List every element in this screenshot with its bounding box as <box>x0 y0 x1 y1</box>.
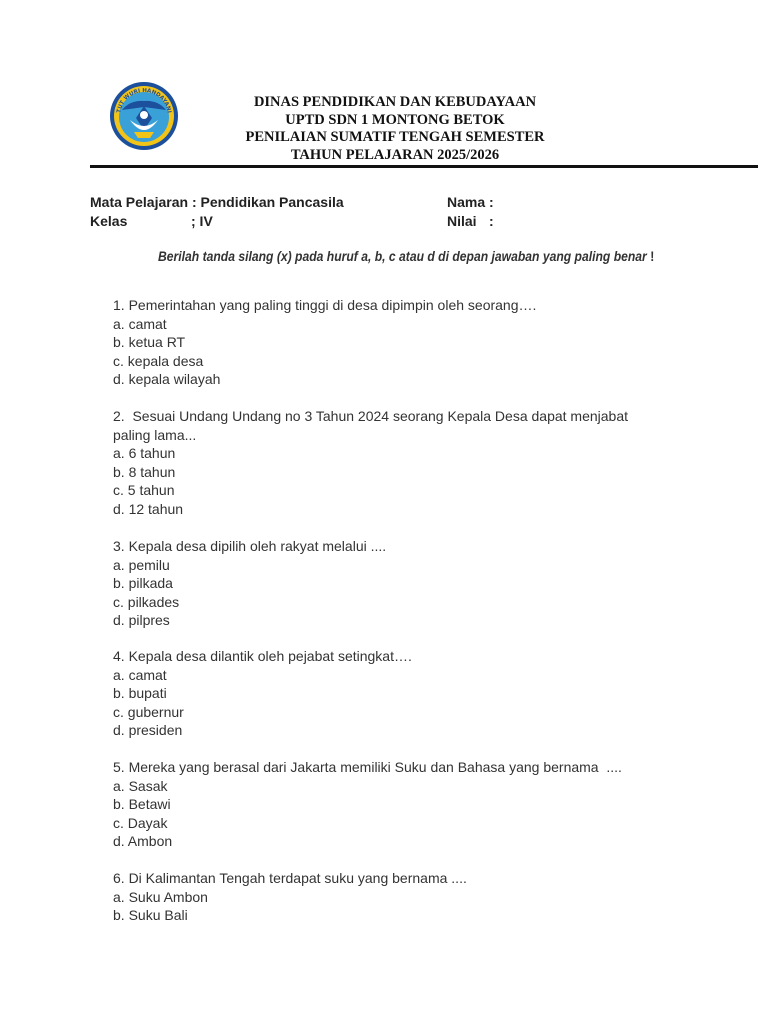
header-line-school: UPTD SDN 1 MONTONG BETOK <box>285 111 505 128</box>
header-divider <box>90 165 758 168</box>
score-field[interactable] <box>447 212 494 231</box>
document-header <box>190 94 600 164</box>
option-b[interactable]: b. Suku Bali <box>113 907 188 923</box>
question-stem: 2. Sesuai Undang Undang no 3 Tahun 2024 seorang Kepala Desa dapat menjabat paling lama... <box>113 408 632 443</box>
question-2 <box>113 407 658 518</box>
option-c[interactable]: c. kepala desa <box>113 352 204 369</box>
option-c[interactable]: c. pilkades <box>113 593 180 610</box>
svg-text:TUT WURI HANDAYANI: TUT WURI HANDAYANI <box>116 87 172 114</box>
option-a[interactable]: a. 6 tahun <box>113 445 176 461</box>
subject-text: Mata Pelajaran : Pendidikan Pancasila <box>90 194 344 210</box>
instruction-mark: ! <box>650 249 655 264</box>
score-separator: : <box>489 213 494 229</box>
subject-field <box>90 193 344 212</box>
option-d[interactable]: d. pilpres <box>113 612 170 628</box>
question-4 <box>113 647 673 740</box>
class-value: ; IV <box>191 213 213 229</box>
option-a[interactable]: a. pemilu <box>113 556 170 573</box>
option-b[interactable]: b. 8 tahun <box>113 463 176 480</box>
class-label: Kelas <box>90 213 128 229</box>
option-b[interactable]: b. pilkada <box>113 575 173 591</box>
option-a[interactable]: a. Suku Ambon <box>113 888 208 905</box>
option-c[interactable]: c. Dayak <box>113 814 168 831</box>
question-6 <box>113 869 673 925</box>
question-1 <box>113 296 673 389</box>
score-label: Nilai <box>447 213 477 229</box>
option-d[interactable]: d. Ambon <box>113 833 173 849</box>
question-stem: 1. Pemerintahan yang paling tinggi di desa dipimpin oleh seorang…. <box>113 297 537 313</box>
option-d[interactable]: d. presiden <box>113 722 183 738</box>
option-a[interactable]: a. camat <box>113 666 167 683</box>
header-line-exam: PENILAIAN SUMATIF TENGAH SEMESTER <box>245 129 545 145</box>
option-a[interactable]: a. Sasak <box>113 777 168 794</box>
question-5 <box>113 758 673 851</box>
question-3 <box>113 537 673 630</box>
option-a[interactable]: a. camat <box>113 315 167 332</box>
instruction-body: Berilah tanda silang (x) pada huruf a, b, c atau d di depan jawaban yang paling benar <box>158 249 647 264</box>
option-b[interactable]: b. Betawi <box>113 796 171 812</box>
name-field[interactable] <box>447 193 494 212</box>
header-line-year: TAHUN PELAJARAN 2025/2026 <box>290 146 500 163</box>
header-line-agency: DINAS PENDIDIKAN DAN KEBUDAYAAN <box>253 94 537 110</box>
question-stem: 6. Di Kalimantan Tengah terdapat suku yang bernama .... <box>113 870 467 886</box>
name-label: Nama : <box>447 194 494 210</box>
option-d[interactable]: d. kepala wilayah <box>113 371 221 387</box>
option-c[interactable]: c. gubernur <box>113 703 184 720</box>
option-b[interactable]: b. ketua RT <box>113 334 186 350</box>
question-stem: 4. Kepala desa dilantik oleh pejabat setingkat…. <box>113 648 412 664</box>
option-c[interactable]: c. 5 tahun <box>113 482 175 498</box>
tut-wuri-handayani-logo <box>108 80 180 152</box>
option-b[interactable]: b. bupati <box>113 685 167 701</box>
question-stem: 3. Kepala desa dipilih oleh rakyat melalui .... <box>113 538 387 554</box>
instruction-text <box>158 249 655 264</box>
question-stem: 5. Mereka yang berasal dari Jakarta memiliki Suku dan Bahasa yang bernama .... <box>113 759 622 775</box>
class-field <box>90 212 213 231</box>
option-d[interactable]: d. 12 tahun <box>113 500 184 517</box>
